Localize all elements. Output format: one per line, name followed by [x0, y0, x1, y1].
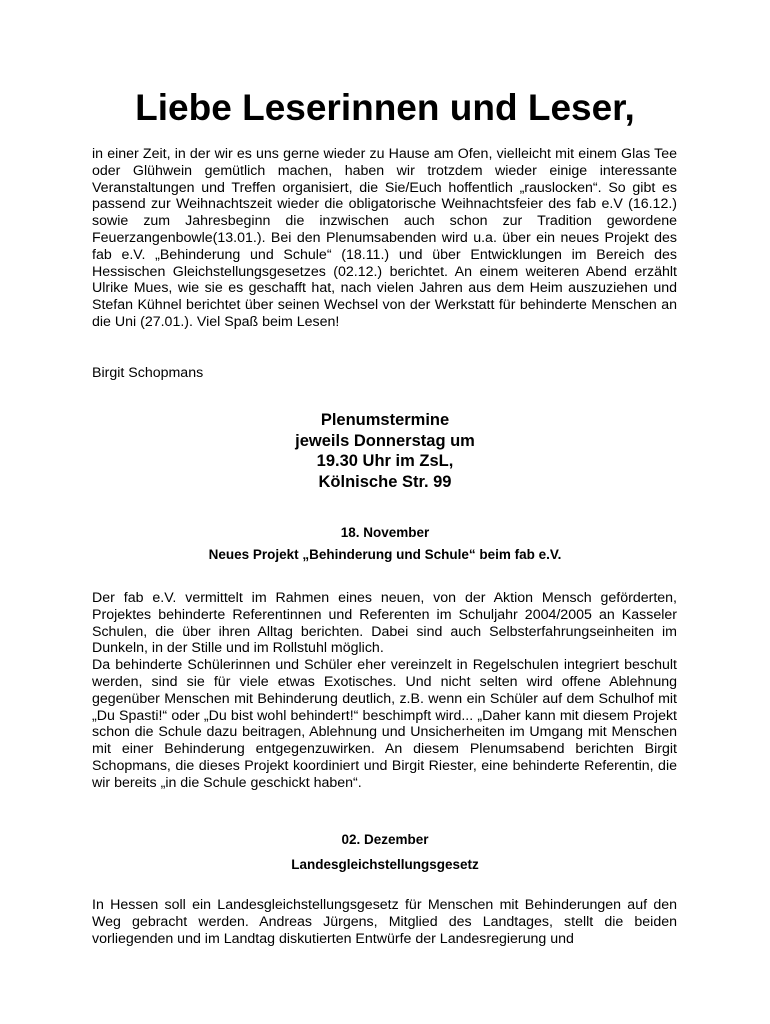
- plenum-line-2: jeweils Donnerstag um: [295, 431, 475, 450]
- event-title-december: Landesgleichstellungsgesetz: [291, 857, 479, 872]
- page-title: Liebe Leserinnen und Leser,: [135, 87, 635, 128]
- plenum-line-3: 19.30 Uhr im ZsL,: [316, 452, 454, 470]
- event-title-november: Neues Projekt „Behinderung und Schule“ beim fab e.V.: [208, 547, 562, 562]
- plenum-info-block: [0, 410, 770, 492]
- event-date-november: 18. November: [340, 525, 430, 540]
- event-paragraph: Der fab e.V. vermittelt im Rahmen eines neuen, von der Aktion Mensch geförderten, Projektes behinderte Referentinnen und Referenten im Schuljahr 2004/2005 an Kasseler Schulen, die über ihren Alltag berichten. Dabei sind auch Selbsterfahrungseinheiten im Dunkeln, in der Stille und im Rollstuhl möglich.: [92, 590, 677, 657]
- plenum-line-1: Plenumstermine: [320, 411, 450, 429]
- event-body-december: [92, 897, 677, 947]
- event-date-december: 02. Dezember: [341, 832, 429, 847]
- event-paragraph: In Hessen soll ein Landesgleichstellungsgesetz für Menschen mit Behinderungen auf den Weg gebracht werden. Andreas Jürgens, Mitglied des Landtages, stellt die beiden vorliegenden und im Landtag diskutierten Entwürfe der Landesregierung und: [92, 897, 677, 947]
- event-paragraph: Da behinderte Schülerinnen und Schüler eher vereinzelt in Regelschulen integriert beschult werden, sind sie für viele etwas Exotisches. Und nicht selten wird offene Ablehnung gegenüber Menschen mit Behinderung deutlich, z.B. wenn ein Schüler auf dem Schulhof mit „Du Spasti!“ oder „Du bist wohl behindert!“ beschimpft wird... „Daher kann mit diesem Projekt schon die Schule dazu beitragen, Ablehnung und Unsicherheiten im Umgang mit Menschen mit einer Behinderung entgegenzuwirken. An diesem Plenumsabend berichten Birgit Schopmans, die dieses Projekt koordiniert und Birgit Riester, eine behinderte Referentin, die wir bereits „in die Schule geschickt haben“.: [92, 657, 677, 791]
- plenum-line-4: Kölnische Str. 99: [318, 472, 452, 491]
- event-body-november: [92, 590, 677, 792]
- intro-paragraph: in einer Zeit, in der wir es uns gerne wieder zu Hause am Ofen, vielleicht mit einem Glas Tee oder Glühwein gemütlich machen, haben wir trotzdem wieder einige interessante Veranstaltungen und Treffen organisiert, die Sie/Euch hoffentlich „rauslocken“. So gibt es passend zur Weihnachtszeit wieder die obligatorische Weihnachtsfeier des fab e.V (16.12.) sowie zum Jahresbeginn die inzwischen auch schon zur Tradition gewordene Feuerzangenbowle(13.01.). Bei den Plenumsabenden wird u.a. über ein neues Projekt des fab e.V. „Behinderung und Schule“ (18.11.) und über Entwicklungen im Bereich des Hessischen Gleichstellungsgesetzes (02.12.) berichtet. An einem weiteren Abend erzählt Ulrike Mues, wie sie es geschafft hat, nach vielen Jahren aus dem Heim auszuziehen und Stefan Kühnel berichtet über seinen Wechsel von der Werkstatt für behinderte Menschen an die Uni (27.01.). Viel Spaß beim Lesen!: [92, 146, 677, 330]
- author-signature: Birgit Schopmans: [92, 365, 204, 381]
